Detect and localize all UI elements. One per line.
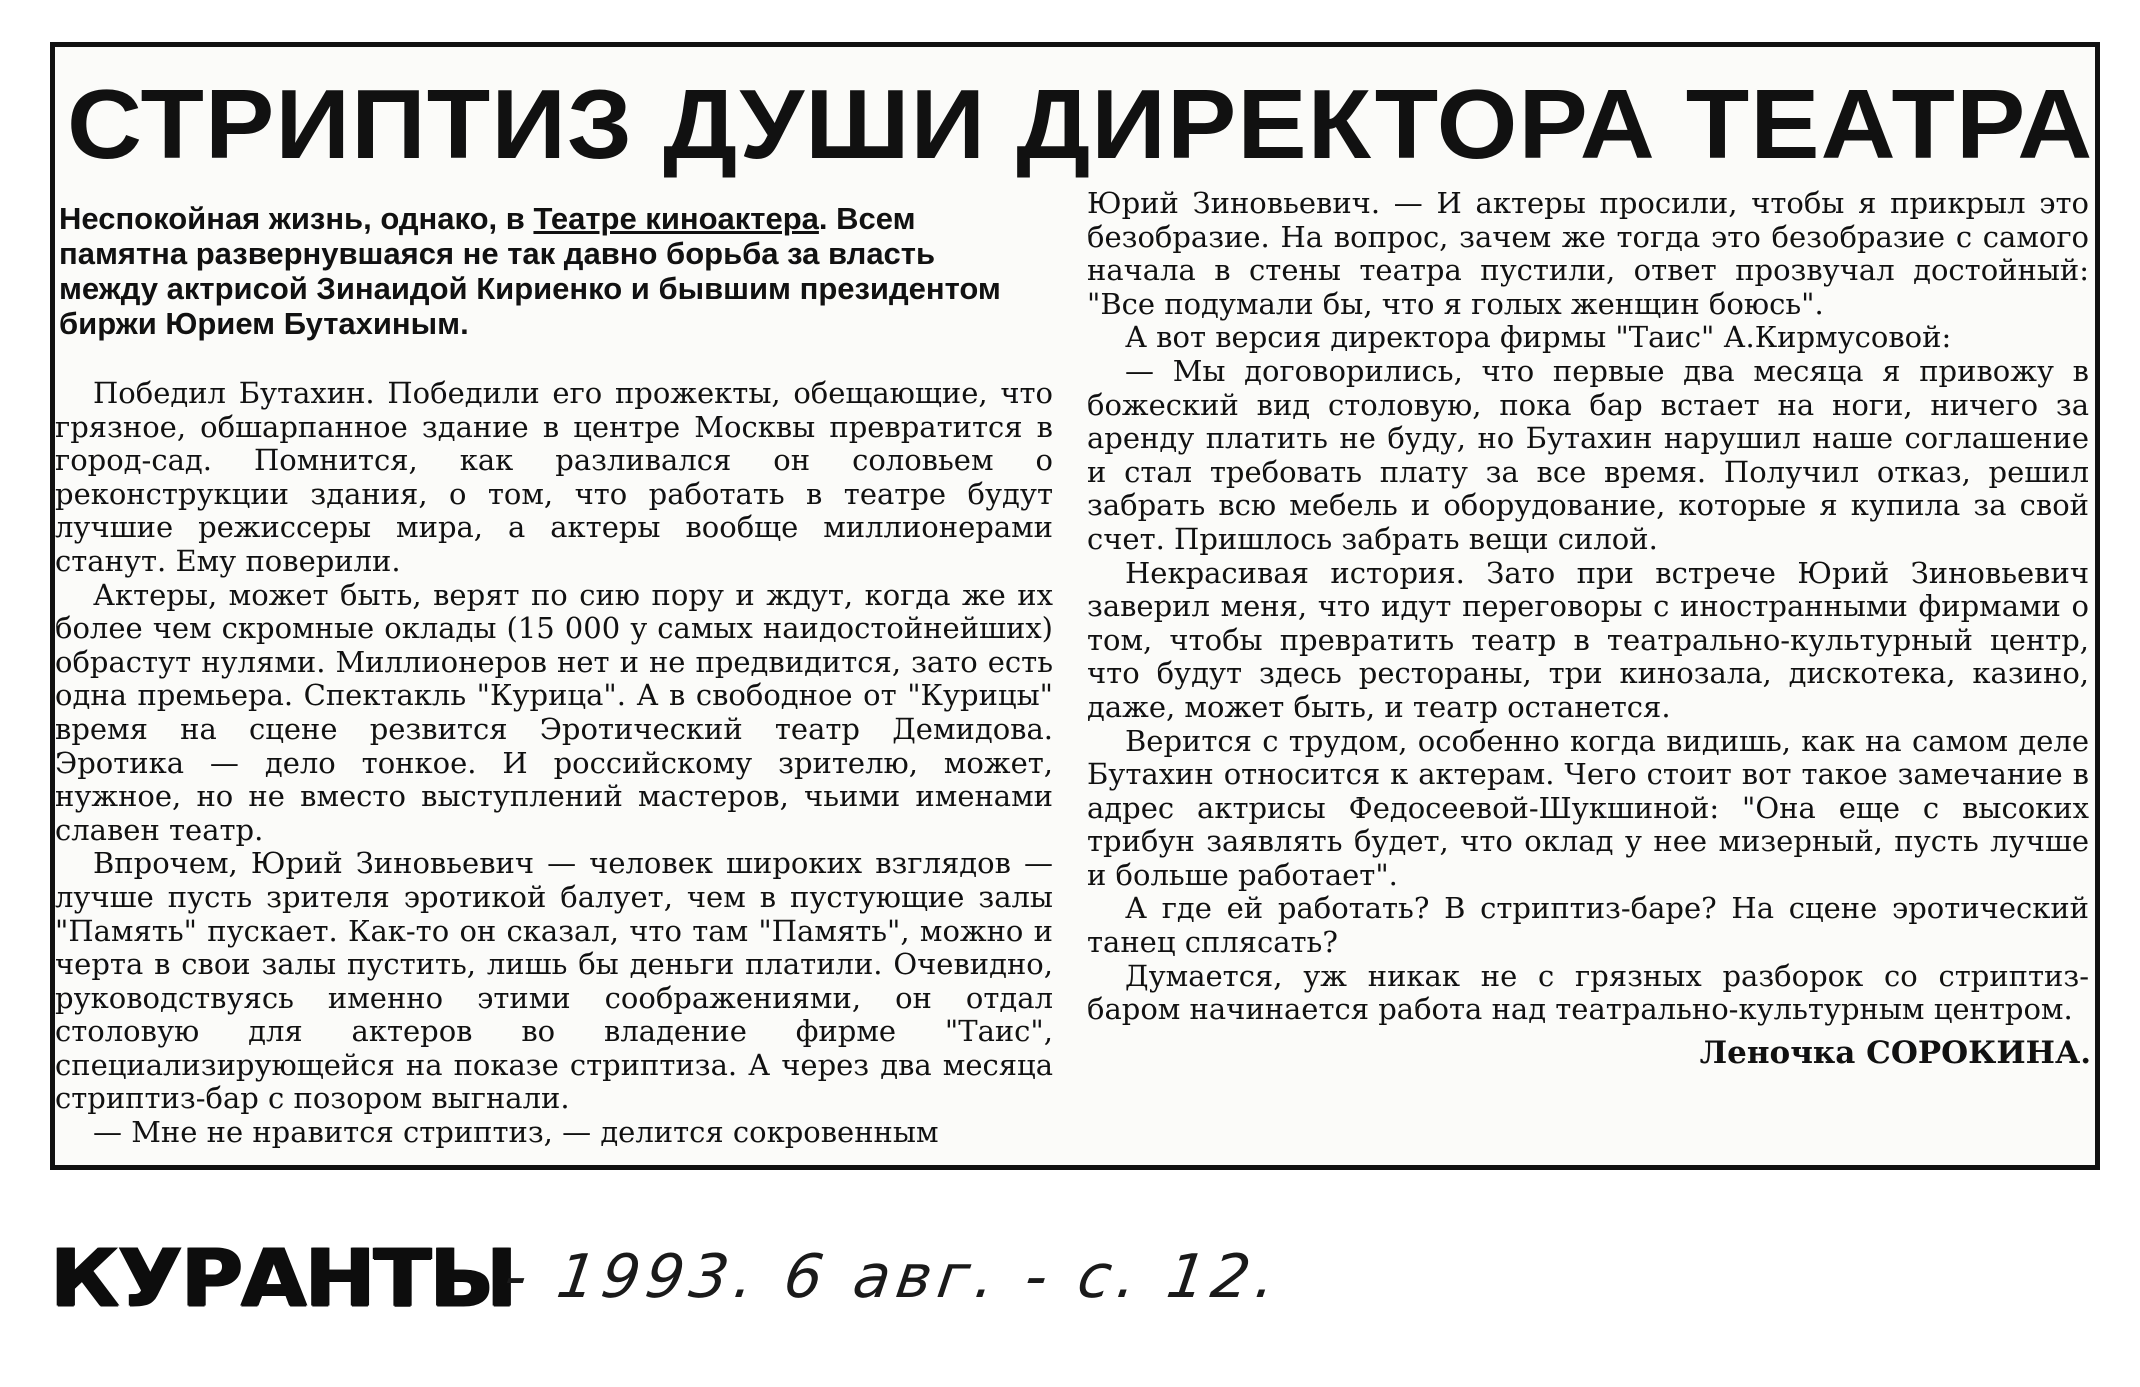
article-body-left: [55, 377, 1065, 1150]
lead-text-before: Неспокойная жизнь, однако, в: [59, 201, 534, 236]
article-paragraph: Верится с трудом, особенно когда видишь, как на самом деле Бутахин относится к актерам. Чего стоит вот такое замечание в адрес актрисы Федосеевой-Шукшиной: "Она еще с высоких трибун заявлять будет, что оклад у нее мизерный, пусть лучше и больше работает".: [1087, 723, 2089, 892]
article-body-right: [1087, 187, 2097, 1027]
article-paragraph: Победил Бутахин. Победили его прожекты, обещающие, что грязное, обшарпанное здание в центре Москвы превратится в город-сад. Помнится, как разливался он соловьем о реконструкции здания, о том, что работать в театре будут лучшие режиссеры мира, а актеры вообще миллионерами станут. Ему поверили.: [55, 376, 1053, 578]
article-paragraph: Некрасивая история. Зато при встрече Юрий Зиновьевич заверил меня, что идут переговоры с иностранными фирмами о том, чтобы превратить театр в театрально-культурный центр, что будут здесь рестораны, три кинозала, дискотека, казино, даже, может быть, и театр останется.: [1087, 555, 2089, 724]
article-paragraph: Думается, уж никак не с грязных разборок со стриптиз-баром начинается работа над театрально-культурным центром.: [1087, 958, 2089, 1027]
article-paragraph: Актеры, может быть, верят по сию пору и ждут, когда же их более чем скромные оклады (15 000 у самых наидостойнейших) обрастут нулями. Миллионеров нет и не предвидится, зато есть одна премьера. Спектакль "Курица". А в свободное от "Курицы" время на сцене резвится Эротический театр Демидова. Эротика — дело тонкое. И российскому зрителю, может, нужное, но не вместо выступлений мастеров, чьими именами славен театр.: [55, 577, 1053, 847]
article-lead: [55, 201, 1065, 341]
lead-theatre-name: Театре киноактера: [533, 201, 819, 236]
newspaper-clipping: [50, 42, 2100, 1170]
source-line: [50, 1222, 1287, 1332]
article-paragraph: А вот версия директора фирмы "Таис" А.Кирмусовой:: [1125, 320, 1952, 355]
newspaper-logo: КУРАНТЫ: [50, 1230, 516, 1324]
article-paragraph: Впрочем, Юрий Зиновьевич — человек широких взглядов — лучше пусть зрителя эротикой балует, чем в пустующие залы "Память" пускает. Как-то он сказал, что там "Память", можно и черта в свои залы пустить, лишь бы деньги платили. Очевидно, руководствуясь именно этими соображениями, он отдал столовую для актеров во владение фирме "Таис", специализирующейся на показе стриптиза. А через два месяца стриптиз-бар с позором выгнали.: [55, 846, 1053, 1116]
article-paragraph: Юрий Зиновьевич. — И актеры просили, чтобы я прикрыл это безобразие. На вопрос, зачем же тогда это безобразие с самого начала в стены театра пустили, ответ прозвучал достойный: "Все подумали бы, что я голых женщин боюсь".: [1087, 186, 2089, 321]
article-byline: Леночка СОРОКИНА.: [1699, 1034, 2091, 1071]
article-paragraph: — Мне не нравится стриптиз, — делится сокровенным: [93, 1115, 939, 1150]
article-column-left: [55, 187, 1065, 1187]
article-paragraph: — Мы договорились, что первые два месяца я привожу в божеский вид столовую, пока бар встает на ноги, ничего за аренду платить не буду, но Бутахин нарушил наше соглашение и стал требовать плату за все время. Получил отказ, решил забрать всю мебель и оборудование, которые я купила за свой счет. Пришлось забрать вещи силой.: [1087, 353, 2089, 556]
article-paragraph: А где ей работать? В стриптиз-баре? На сцене эротический танец сплясать?: [1087, 891, 2089, 960]
lead-text-after: . Всем памятна развернувшаяся не так давно борьба за власть между актрисой Зинаидой Кириенко и бывшим президентом биржи Юрием Бутахиным.: [59, 201, 1001, 341]
handwritten-source-note: - 1993. 6 авг. - с. 12.: [500, 1242, 1287, 1312]
article-headline: СТРИПТИЗ ДУШИ ДИРЕКТОРА ТЕАТРА: [67, 69, 2094, 179]
article-column-right: [1087, 187, 2097, 1147]
